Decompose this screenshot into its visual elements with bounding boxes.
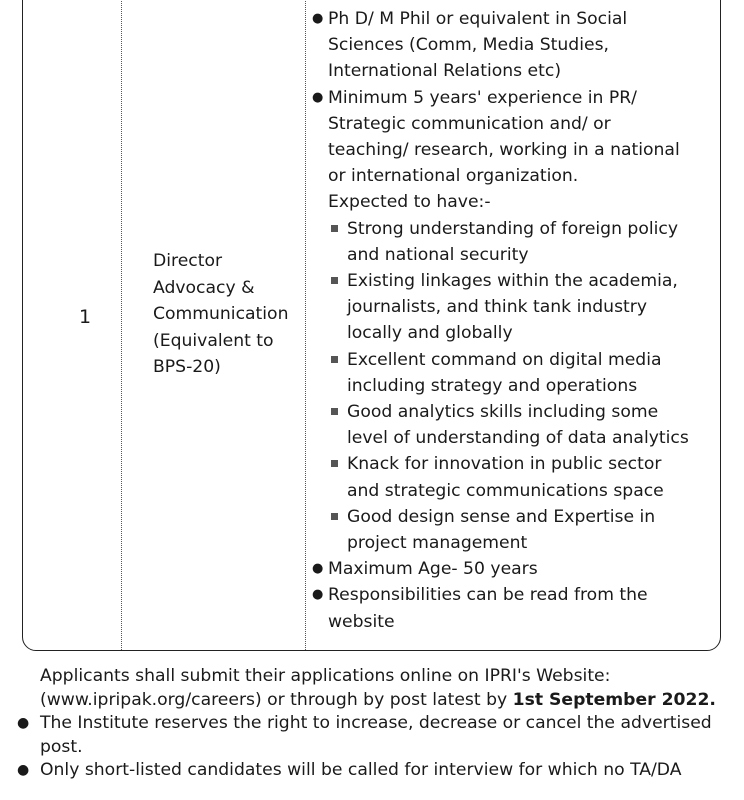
bullet-icon: ● xyxy=(312,11,324,26)
post-title-line: (Equivalent to xyxy=(153,330,274,351)
column-divider-1 xyxy=(121,0,122,650)
expected-label: Expected to have:- xyxy=(328,192,491,213)
square-bullet-icon xyxy=(331,356,338,363)
requirement-line: Minimum 5 years' experience in PR/ xyxy=(328,87,637,108)
expected-line: journalists, and think tank industry xyxy=(347,297,648,318)
bullet-icon: ● xyxy=(17,762,30,778)
expected-line: Good analytics skills including some xyxy=(347,402,659,423)
square-bullet-icon xyxy=(331,408,338,415)
bullet-icon: ● xyxy=(17,715,30,731)
expected-item-foreign-policy xyxy=(310,216,715,268)
instruction-line xyxy=(40,689,744,713)
bullet-icon: ● xyxy=(312,587,324,603)
post-title-line: Communication xyxy=(153,304,289,324)
serial-number: 1 xyxy=(79,306,92,328)
post-title-line: BPS-20) xyxy=(153,357,221,377)
expected-line: and national security xyxy=(347,244,529,265)
expected-item-analytics xyxy=(310,399,715,451)
requirement-experience xyxy=(310,85,715,190)
note-shortlisted xyxy=(0,759,744,783)
square-bullet-icon xyxy=(331,277,338,284)
note-line: post. xyxy=(40,736,83,757)
requirement-line: Sciences (Comm, Media Studies, xyxy=(328,35,609,56)
post-title-line: Advocacy & xyxy=(153,277,255,298)
expected-line: Existing linkages within the academia, xyxy=(347,271,678,292)
expected-line: including strategy and operations xyxy=(347,375,638,396)
requirement-education xyxy=(310,6,715,85)
requirement-line: website xyxy=(328,611,395,632)
requirement-line: teaching/ research, working in a national xyxy=(328,140,680,161)
post-title xyxy=(153,248,288,381)
requirement-line: Strategic communication and/ or xyxy=(328,113,611,134)
note-line: Only short-listed candidates will be called for interview for which no TA/DA xyxy=(40,760,682,780)
expected-line: locally and globally xyxy=(347,323,513,344)
requirement-responsibilities xyxy=(310,582,715,634)
requirements-list xyxy=(310,6,715,635)
square-bullet-icon xyxy=(331,225,338,232)
instruction-line: Applicants shall submit their applications online on IPRI's Website: xyxy=(40,666,611,686)
bullet-icon: ● xyxy=(312,561,324,577)
instruction-text: (www.ipripak.org/careers) or through by post latest by xyxy=(40,689,513,710)
expected-line: Good design sense and Expertise in xyxy=(347,506,656,527)
expected-line: Strong understanding of foreign policy xyxy=(347,218,679,239)
application-instructions xyxy=(0,665,744,712)
note-reserves-right xyxy=(0,712,744,759)
expected-line: level of understanding of data analytics xyxy=(347,428,689,449)
column-divider-2 xyxy=(305,0,306,650)
expected-line: Knack for innovation in public sector xyxy=(347,454,662,475)
footer-notes xyxy=(0,665,744,783)
expected-line: project management xyxy=(347,533,528,554)
expected-item-innovation xyxy=(310,451,715,503)
requirement-line: Maximum Age- 50 years xyxy=(328,559,538,580)
deadline-date: 1st September 2022. xyxy=(512,689,716,710)
expected-item-digital-media xyxy=(310,347,715,399)
requirement-line: Ph D/ M Phil or equivalent in Social xyxy=(328,9,628,29)
expected-line: Excellent command on digital media xyxy=(347,349,662,370)
square-bullet-icon xyxy=(331,460,338,467)
square-bullet-icon xyxy=(331,513,338,520)
note-line: The Institute reserves the right to increase, decrease or cancel the advertised xyxy=(40,713,712,733)
requirement-line: Responsibilities can be read from the xyxy=(328,585,648,606)
expected-item-design xyxy=(310,504,715,556)
expected-item-linkages xyxy=(310,268,715,347)
bullet-icon: ● xyxy=(312,89,324,105)
post-title-line: Director xyxy=(153,251,223,271)
expected-line: and strategic communications space xyxy=(347,480,664,501)
requirement-line: International Relations etc) xyxy=(328,61,562,82)
requirement-line: or international organization. xyxy=(328,166,579,187)
requirement-age xyxy=(310,556,715,582)
